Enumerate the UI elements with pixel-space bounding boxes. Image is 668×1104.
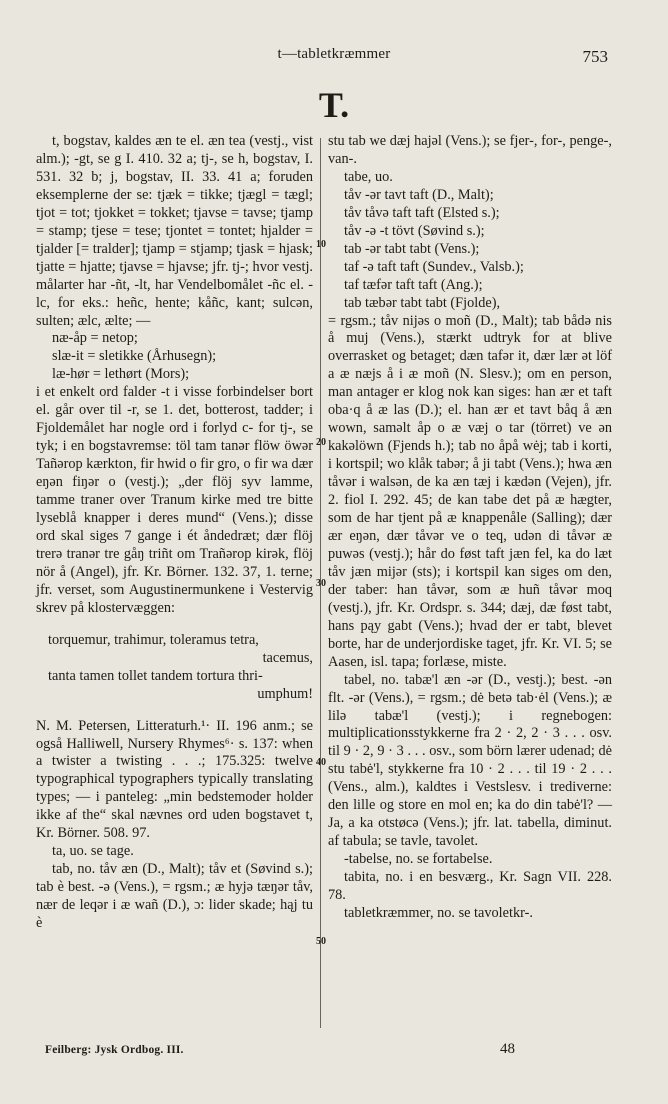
entry-tabe: tabe, uo. bbox=[344, 168, 393, 185]
page-number: 753 bbox=[582, 47, 608, 66]
entry-t: t, bogstav, kaldes æn te el. æn tea (vestj., vist alm.); -gt, se g I. 410. 32 a; tj-, se h, bogstav, I. 531. 32 b; j, bogstav, II. 33. 41 a; foruden eksemplerne der se: tjæk = tikke; tjægl = tægl; tjot = tot; tjokket = tokket; tjavse = tavse; tjamp = stamp; tjese = tese; tjontet = tontet; hjalder = tjalder [= tralder]; tjamp = stjamp; tjask = hjask; tjatte = hjatte; tjavse = hjavse; jfr. tj-; hvor vestj. målarter har -ñt, -lt, har Vendelbomålet -ñc el. -lc, for eks.: heñc, hente; kåñc, kant; sulcən, sulten; ælc, ælte; — bbox=[36, 133, 313, 329]
tabe-form-2: tåv tåvə taft taft (Elsted s.); bbox=[344, 204, 500, 221]
line-number-30: 30 bbox=[316, 578, 326, 589]
tabe-form-7: tab tæbər tabt tabt (Fjolde), bbox=[344, 294, 501, 311]
footer-imprint: Feilberg: Jysk Ordbog. III. bbox=[45, 1044, 184, 1056]
entry-ta: ta, uo. se tage. bbox=[52, 843, 134, 860]
entry-tabita: tabita, no. i en besværg., Kr. Sagn VII. 228. 78. bbox=[328, 869, 612, 904]
example-naeap: næ-åp = netop; bbox=[52, 330, 138, 347]
verse-line-1: torquemur, trahimur, toleramus tetra, bbox=[48, 631, 259, 648]
source-references: N. M. Petersen, Litteraturh.¹· II. 196 anm.; se også Halliwell, Nursery Rhymes⁶· s. 137: when a twister a twisting . . .; 175.325: twelve typographical typographers typically translating types; — i panteleg: „min bedstemoder holder ikke af the“ skal nævnes ord uden bogstavet t, Kr. Börner. 508. 97. bbox=[36, 717, 313, 842]
spacer bbox=[36, 618, 313, 632]
column-divider bbox=[320, 138, 321, 1028]
tabe-examples: = rgsm.; tåv nijəs o moñ (D., Malt); tab bådə nis å muj (Vens.), stærkt udtryk for at blive overrasket og betaget; dæn tafər it, dær lær ət löf a æ næjs å i æ moñ (N. Slesv.); om en person, man antager er klog nok kan siges: han ær et taft oba·q å æ las (D.); el. han ær et tavt båq å æn wown, saməlt åp o æ væj o tar (törret) ve ən kakəlöwn (Fjends h.); tab no åpå wėj; tab i korti, i kortspil; wo klåk tabər; å ji tabt (Vens.); hwa æn tåvər i walsən, de ka æn tæj i kædən (Vejen), jfr. 2. fiol I. 292. 45; de kan tabe det på æ hægter, som de har tjent på æ knappenåle (Salling); dær ær eŋən, dær tåvər ve o teq, udən di tåvər æ puwəs (vestj.); hår do føst taft jæn fel, ka do læt tåv jæn mijər (sts); i kortspil kan siges om den, der taber: han tåvər, som æ huñ tåvər moq (vestj.), jfr. Kr. Ordspr. s. 344; dæj, dæ føst tabt, hans pąy gabt (Vens.); hvad der er tabt, blevet borte, har de underjordiske taget, jfr. Kr. VI. 5; se Aasen, isl. tapa; forlæse, miste. bbox=[328, 312, 612, 670]
running-title: t—tabletkræmmer bbox=[277, 46, 391, 62]
verse-line-2: tanta tamen tollet tandem tortura thri- bbox=[48, 667, 263, 684]
running-head bbox=[0, 46, 668, 68]
entry-t-continued: i et enkelt ord falder -t i visse forbindelser bort el. går over til -r, se 1. det, botterost, tadder; i Fjoldemålet har nogle ord i forlyd c- for tj-, se tyk; i en bogstavremse: töl tam tanər flöw öwər Tañərop kærkton, fir hwid o fir gro, o fir wa dær eŋən fiŋər o (vestj.); „der flöj syv lamme, tamme traner over Tranum kirke med tre bitte lyseblå knapper i deres mund“ (Vens.); disse ord skal siges 7 gange i ét åndedræt; dær flöj trerə tranər tre gåŋ triñt om Trañərop kirək, flöj nör å (Angel), jfr. Kr. Börner. 132. 37, 1. terne; jfr. verset, som Augustinermunkene i Vestervig skrev på klostervæggen: bbox=[36, 384, 313, 616]
right-column bbox=[328, 133, 612, 923]
section-letter: T. bbox=[318, 85, 350, 125]
tabe-form-6: taf tæfər taft taft (Ang.); bbox=[344, 276, 483, 293]
entry-tabel: tabel, no. tabæ'l æn -ər (D., vestj.); best. -ən flt. -ər (Vens.), = rgsm.; dė betə tab·ėl (Vens.); æ lilə tabæ'l (vestj.); i regnebogen: multiplicationsstykkerne fra 2 · 2, 2 · 3 . . . osv. til 9 · 2, 9 · 3 . . . osv., som börn lærer udenad; dė stu tabė'l, stykkerne fra 10 · 2 . . . til 19 · 2 . . . (Vens., alm.), kaldtes i Vestslesv. i trediverne: den lille og store en mol en; ka do din tabė'l? — Ja, a ka otstøcə (Vens.); jfr. lat. tabella, diminut. af tabula; se tavle, tavolet. bbox=[328, 671, 612, 850]
signature-mark: 48 bbox=[500, 1041, 515, 1057]
tabe-form-3: tåv -ə -t tövt (Søvind s.); bbox=[344, 222, 485, 239]
line-number-10: 10 bbox=[316, 239, 326, 250]
tabe-form-4: tab -ər tabt tabt (Vens.); bbox=[344, 240, 480, 257]
verse-line-2-cont: umphum! bbox=[257, 685, 313, 702]
tabe-form-5: taf -ə taft taft (Sundev., Valsb.); bbox=[344, 258, 524, 275]
line-number-40: 40 bbox=[316, 757, 326, 768]
tabe-form-1: tåv -ər tavt taft (D., Malt); bbox=[344, 186, 494, 203]
latin-verse bbox=[36, 632, 313, 704]
entry-tab: tab, no. tåv æn (D., Malt); tåv et (Søvind s.); tab è best. -ə (Vens.), = rgsm.; æ hyjə tæŋər tåv, nær de leqər i æ wañ (D.), ɔ: lider skade; hąj tu è bbox=[36, 861, 313, 932]
line-number-20: 20 bbox=[316, 437, 326, 448]
verse-line-1-cont: tacemus, bbox=[262, 649, 313, 666]
entry-tabletkraemmer: tabletkræmmer, no. se tavoletkr-. bbox=[344, 904, 533, 921]
line-number-50: 50 bbox=[316, 936, 326, 947]
left-column bbox=[36, 133, 313, 933]
entry-tabelse: -tabelse, no. se fortabelse. bbox=[344, 851, 493, 868]
spacer bbox=[36, 704, 313, 718]
example-slaeit: slæ-it = sletikke (Århusegn); bbox=[52, 348, 217, 365]
entry-tab-continued: stu tab we dæj hajəl (Vens.); se fjer-, for-, penge-, van-. bbox=[328, 133, 612, 167]
example-laehor: læ-hør = lethørt (Mors); bbox=[52, 366, 190, 383]
